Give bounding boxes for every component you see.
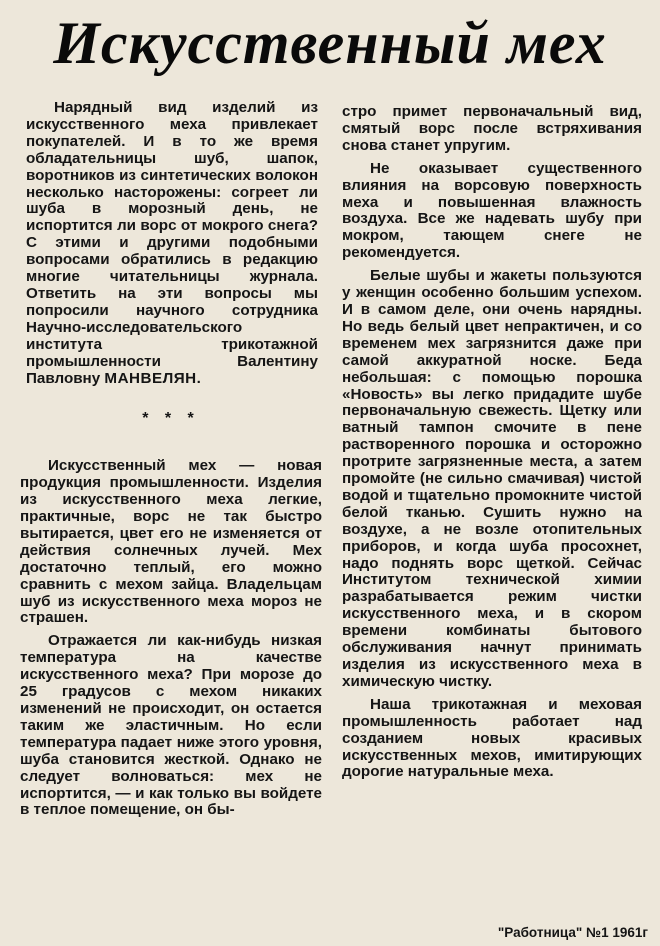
source-caption: "Работница" №1 1961г [497,925,648,940]
right-column [342,104,642,781]
intro-paragraph [20,100,322,387]
body-paragraph: Не оказывает существенного влияния на ворсовую поверхность меха и повышенная влажность воздуха. Все же надевать шубу при мокром, тающем снеге не рекомендуется. [342,159,642,262]
section-separator: * * * [142,410,200,428]
intro-author-name: МАНВЕЛЯН. [104,369,202,387]
body-paragraph: Искусственный мех — новая продукция промышленности. Изделия из искусственного меха легкие, практичные, ворс не так быстро вытирается, цвет его не изменяется от действия солнечных лучей. Мех достаточно теплый, его можно сравнить с мехом зайца. Владельцам шуб из искусственного меха мороз не страшен. [20,457,322,627]
body-paragraph: Наша трикотажная и меховая промышленность работает над созданием новых красивых искусственных мехов, имитирующих дорогие натуральные меха. [342,695,642,781]
body-paragraph: Отражается ли как-нибудь низкая температура на качестве искусственного меха? При морозе до 25 градусов с мехом никаких изменений не происходит, он остается таким же эластичным. Но если температура падает ниже этого уровня, шуба становится жесткой. Однако не следует волноваться: мех не испортится, — и как только вы войдете в теплое помещение, он бы- [20,632,322,819]
body-paragraph: стро примет первоначальный вид, смятый ворс после встряхивания снова станет упругим. [342,103,642,154]
article-title: Искусственный мех [53,10,607,76]
intro-text: Нарядный вид изделий из искусственного меха привлекает покупателей. И в то же время обладательницы шуб, шапок, воротников из синтетических волокон несколько насторожены: согреет ли шуба в морозный день, не испортится ли ворс от мокрого снега? С этими и другими подобными вопросами обратились в редакцию многие читательницы журнала. Ответить на эти вопросы мы попросили научного сотрудника Научно-исследовательского института трикотажной промышленности Валентину Павловну [26,99,318,387]
body-paragraph: Белые шубы и жакеты пользуются у женщин особенно большим успехом. И в самом деле, они очень нарядны. Но ведь белый цвет непрактичен, и со временем мех загрязнится даже при самой аккуратной носке. Беда небольшая: с помощью порошка «Новость» вы легко придадите шубе первоначальную свежесть. Щетку или ватный тампон смочите в пене растворенного порошка и осторожно протрите загрязненные места, а затем промойте (не сильно смачивая) чистой водой и тщательно промокните чистой белой тканью. Сушить нужно на воздухе, а не возле отопительных приборов, и когда шуба просохнет, надо поднять ворс щеткой. Сейчас Институтом технической химии разрабатывается режим чистки искусственного меха, и в скором времени комбинаты бытового обслуживания начнут принимать изделия из искусственного меха в химическую чистку. [342,267,642,690]
left-column [20,100,322,819]
